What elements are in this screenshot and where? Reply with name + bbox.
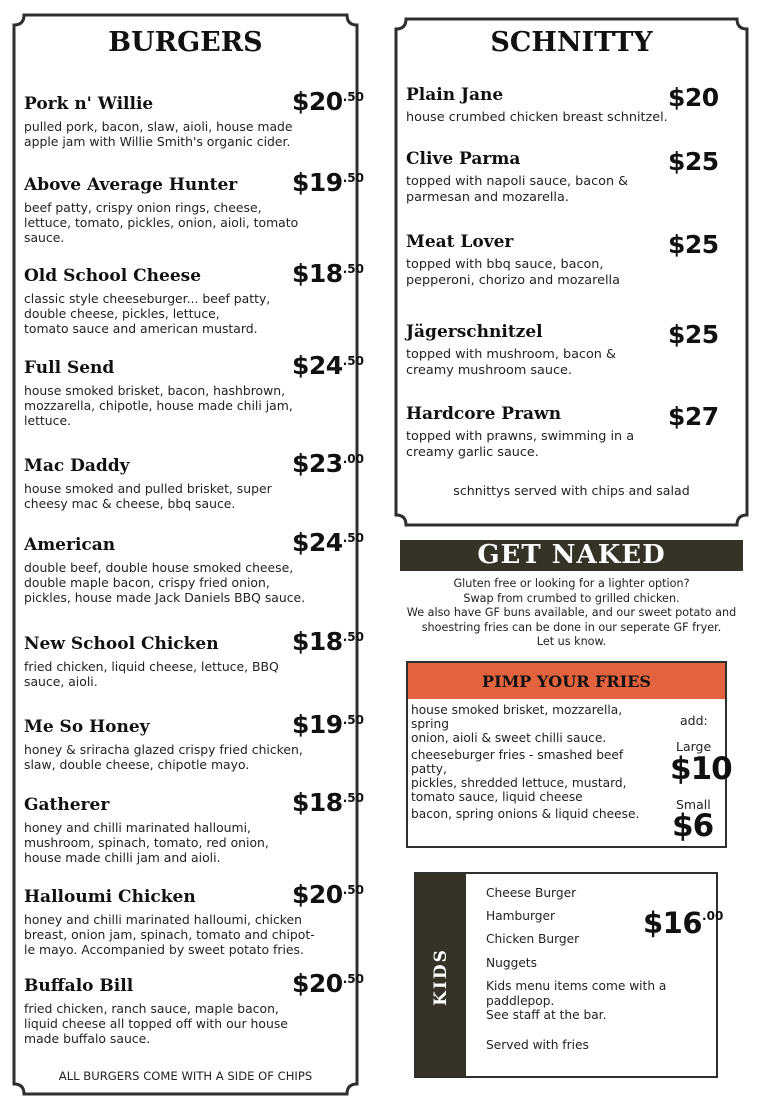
burger-name: American (24, 535, 116, 555)
schnitty-description-line: topped with prawns, swimming in a (406, 429, 635, 444)
burger-price-cents: .50 (342, 713, 364, 727)
schnitty-description-line: creamy mushroom sauce. (406, 363, 572, 378)
fries-option (411, 748, 659, 804)
pimp-your-fries-box (406, 661, 732, 848)
burger-name: Gatherer (24, 795, 110, 815)
fries-option-line: onion, aioli & sweet chilli sauce. (411, 731, 607, 745)
burger-description-line: honey & sriracha glazed crispy fried chicken, (24, 742, 303, 757)
schnitty-item (406, 321, 736, 379)
schnitty-item (406, 84, 736, 126)
kids-served-note: Served with fries (486, 1038, 589, 1052)
burger-price-main: $19 (292, 710, 343, 739)
burger-description (24, 742, 354, 772)
schnitty-item (406, 148, 736, 206)
schnitty-footnote: schnittys served with chips and salad (453, 483, 690, 498)
get-naked-line: We also have GF buns available, and our sweet potato and (406, 606, 737, 620)
schnitty-item (406, 231, 736, 289)
burger-price-cents: .50 (342, 883, 364, 897)
get-naked-line: Let us know. (536, 635, 607, 649)
burger-description-line: sauce, aioli. (24, 674, 98, 689)
burger-description (24, 383, 354, 428)
burger-price-main: $18 (292, 788, 343, 817)
burger-description-line: tomato sauce and american mustard. (24, 321, 258, 336)
burger-name: Above Average Hunter (24, 175, 238, 195)
get-naked-line: shoestring fries can be done in our seperate GF fryer. (421, 620, 722, 634)
burger-description-line: cheesy mac & cheese, bbq sauce. (24, 496, 236, 511)
schnitty-description-line: topped with bbq sauce, bacon, (406, 257, 604, 272)
burger-description-line: double beef, double house smoked cheese, (24, 560, 294, 575)
schnitty-panel (394, 17, 749, 527)
burger-price (292, 168, 364, 197)
schnitty-description-line: pepperoni, chorizo and mozarella (406, 273, 620, 288)
schnitty-price: $20 (668, 83, 719, 112)
burger-description (24, 820, 354, 865)
burger-description-line: le mayo. Accompanied by sweet potato fries. (24, 942, 304, 957)
burger-price (292, 627, 364, 656)
schnitty-description (406, 110, 736, 126)
get-naked-line: Swap from crumbed to grilled chicken. (463, 591, 680, 605)
burger-price-main: $24 (292, 528, 343, 557)
burger-price-cents: .50 (342, 262, 364, 276)
burger-price-main: $19 (292, 168, 343, 197)
burger-description-line: double maple bacon, crispy fried onion, (24, 575, 270, 590)
burger-item (24, 969, 364, 1046)
burger-price-cents: .50 (342, 531, 364, 545)
burger-name: Me So Honey (24, 717, 150, 737)
burger-description-line: beef patty, crispy onion rings, cheese, (24, 200, 262, 215)
burger-item (24, 449, 364, 511)
burger-price-main: $23 (292, 449, 343, 478)
burger-description-line: classic style cheeseburger... beef patty, (24, 291, 271, 306)
burger-description-line: honey and chilli marinated halloumi, (24, 820, 251, 835)
burger-price-cents: .50 (342, 90, 364, 104)
burger-description-line: house smoked brisket, bacon, hashbrown, (24, 383, 286, 398)
burger-description-line: made buffalo sauce. (24, 1031, 151, 1046)
kids-item: Hamburger (486, 909, 556, 923)
fries-option (411, 703, 659, 745)
burger-description (24, 1001, 354, 1046)
schnitty-description-line: parmesan and mozarella. (406, 190, 569, 205)
kids-title: KIDS (431, 948, 451, 1006)
burger-name: Pork n' Willie (24, 94, 154, 114)
burger-item (24, 168, 364, 245)
burger-item (24, 627, 364, 689)
schnitty-price: $25 (668, 230, 719, 259)
fries-large-price: $10 (670, 751, 732, 787)
burger-price-cents: .00 (342, 452, 364, 466)
schnitty-description (406, 347, 736, 379)
fries-option-line: tomato sauce, liquid cheese (411, 790, 583, 804)
burger-description-line: fried chicken, ranch sauce, maple bacon, (24, 1001, 279, 1016)
schnitty-name: Plain Jane (406, 85, 504, 105)
burgers-footnote: ALL BURGERS COME WITH A SIDE OF CHIPS (58, 1069, 313, 1083)
get-naked-title: GET NAKED (400, 540, 743, 571)
burger-description-line: lettuce, tomato, pickles, onion, aioli, tomato (24, 215, 299, 230)
fries-option-line: pickles, shredded lettuce, mustard, (411, 776, 627, 790)
burger-price (292, 528, 364, 557)
burger-description (24, 119, 354, 149)
burger-description-line: mozzarella, chipotle, house made chili jam, (24, 398, 293, 413)
schnitty-description (406, 429, 736, 461)
get-naked-text (400, 577, 743, 650)
burger-description-line: honey and chilli marinated halloumi, chicken (24, 912, 303, 927)
burger-price (292, 87, 364, 116)
fries-small-label: Small (676, 797, 711, 812)
burger-description-line: double cheese, pickles, lettuce, (24, 306, 220, 321)
kids-note-line: Kids menu items come with a (486, 979, 667, 993)
pimp-your-fries-title: PIMP YOUR FRIES (408, 663, 725, 699)
fries-option-line: bacon, spring onions & liquid cheese. (411, 807, 640, 821)
burger-description-line: house made chilli jam and aioli. (24, 850, 221, 865)
burger-price-cents: .50 (342, 630, 364, 644)
burger-price-cents: .50 (342, 972, 364, 986)
schnitty-description-line: creamy garlic sauce. (406, 445, 539, 460)
burger-description (24, 912, 354, 957)
schnitty-description-line: topped with mushroom, bacon & (406, 347, 616, 362)
burger-description-line: sauce. (24, 230, 65, 245)
burger-item (24, 880, 364, 957)
kids-price-cents: .00 (702, 909, 724, 923)
burger-price (292, 449, 364, 478)
schnitty-name: Hardcore Prawn (406, 404, 562, 424)
burger-price (292, 351, 364, 380)
burger-description (24, 560, 354, 605)
schnitty-title: SCHNITTY (490, 27, 653, 58)
burger-price-main: $20 (292, 880, 343, 909)
burger-description-line: lettuce. (24, 413, 72, 428)
burger-item (24, 528, 364, 605)
burger-name: Mac Daddy (24, 456, 130, 476)
burger-description-line: mushroom, spinach, tomato, red onion, (24, 835, 269, 850)
schnitty-name: Meat Lover (406, 232, 514, 252)
burger-price-main: $20 (292, 969, 343, 998)
burger-price (292, 880, 364, 909)
burger-description-line: breast, onion jam, spinach, tomato and chipot- (24, 927, 315, 942)
burger-description-line: pickles, house made Jack Daniels BBQ sauce. (24, 590, 306, 605)
kids-item: Cheese Burger (486, 886, 577, 900)
kids-price-main: $16 (643, 906, 703, 940)
kids-box (414, 872, 724, 1078)
burger-name: Old School Cheese (24, 266, 202, 286)
kids-note (486, 979, 666, 1023)
burger-price-main: $20 (292, 87, 343, 116)
schnitty-name: Jägerschnitzel (406, 322, 543, 342)
burger-item (24, 351, 364, 428)
burger-price (292, 710, 364, 739)
fries-option (411, 807, 659, 821)
schnitty-name: Clive Parma (406, 149, 521, 169)
burger-item (24, 87, 364, 149)
burger-description (24, 291, 354, 336)
burger-name: New School Chicken (24, 634, 219, 654)
burger-description-line: fried chicken, liquid cheese, lettuce, BBQ (24, 659, 279, 674)
burger-description-line: slaw, double cheese, chipotle mayo. (24, 757, 250, 772)
burger-price-cents: .50 (342, 354, 364, 368)
fries-large-label: Large (676, 739, 712, 754)
burger-description-line: pulled pork, bacon, slaw, aioli, house made (24, 119, 293, 134)
burger-price-cents: .50 (342, 171, 364, 185)
burger-price-main: $18 (292, 627, 343, 656)
fries-option-line: house smoked brisket, mozzarella, spring (411, 703, 623, 731)
burger-price (292, 788, 364, 817)
schnitty-price: $27 (668, 402, 719, 431)
kids-item: Nuggets (486, 956, 537, 970)
burger-description-line: apple jam with Willie Smith's organic cider. (24, 134, 291, 149)
fries-small-price: $6 (672, 808, 714, 844)
burger-item (24, 788, 364, 865)
fries-option-line: cheeseburger fries - smashed beef patty, (411, 748, 624, 776)
burger-price (292, 969, 364, 998)
burger-item (24, 710, 364, 772)
burger-name: Buffalo Bill (24, 976, 134, 996)
schnitty-price: $25 (668, 147, 719, 176)
kids-price (643, 906, 723, 940)
kids-note-line: paddlepop. (486, 993, 555, 1008)
schnitty-description-line: house crumbed chicken breast schnitzel. (406, 110, 668, 125)
kids-note-line: See staff at the bar. (486, 1008, 607, 1022)
fries-add-label: add: (680, 713, 708, 728)
schnitty-price: $25 (668, 320, 719, 349)
schnitty-description-line: topped with napoli sauce, bacon & (406, 174, 629, 189)
burger-description (24, 200, 354, 245)
schnitty-description (406, 174, 736, 206)
burgers-panel (12, 13, 364, 1096)
burger-price-main: $24 (292, 351, 343, 380)
burger-name: Halloumi Chicken (24, 887, 196, 907)
burger-description-line: liquid cheese all topped off with our house (24, 1016, 288, 1031)
burger-description (24, 659, 354, 689)
burger-description (24, 481, 354, 511)
kids-item: Chicken Burger (486, 932, 580, 946)
burger-description-line: house smoked and pulled brisket, super (24, 481, 272, 496)
burger-price (292, 259, 364, 288)
burger-item (24, 259, 364, 336)
burger-price-cents: .50 (342, 791, 364, 805)
kids-side-band (416, 874, 466, 1076)
burger-price-main: $18 (292, 259, 343, 288)
schnitty-item (406, 403, 736, 461)
burger-name: Full Send (24, 358, 115, 378)
schnitty-description (406, 257, 736, 289)
burgers-title: BURGERS (108, 27, 263, 58)
get-naked-line: Gluten free or looking for a lighter option? (453, 577, 690, 590)
